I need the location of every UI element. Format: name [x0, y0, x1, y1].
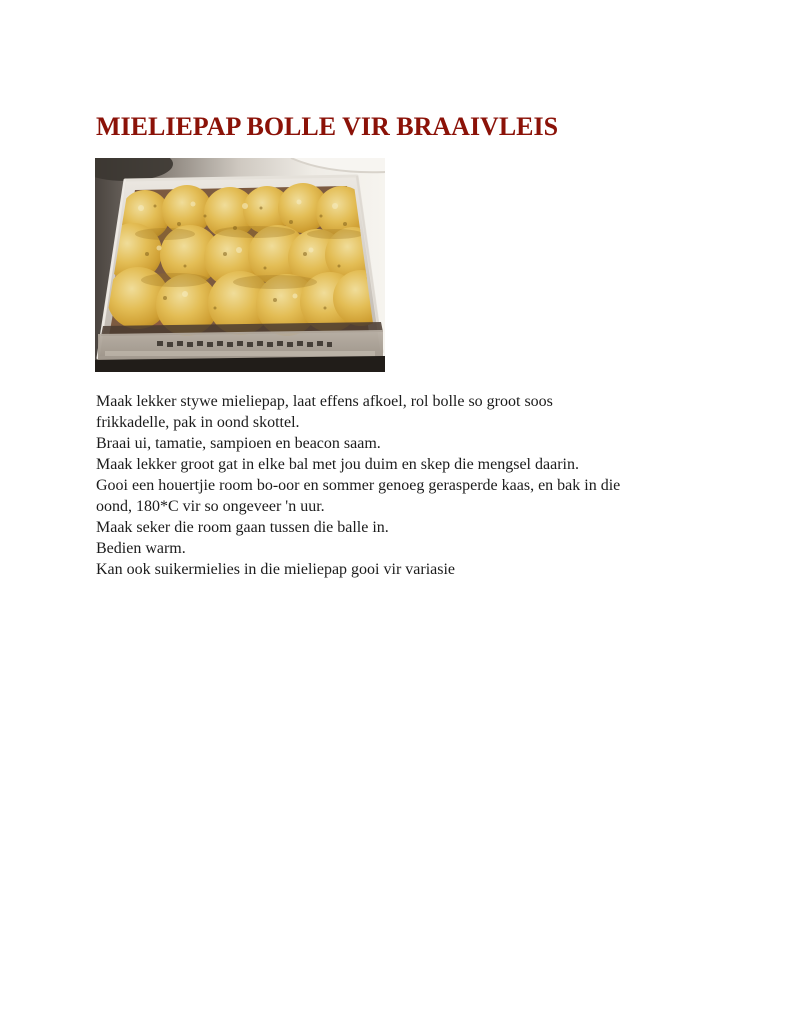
recipe-line: Maak lekker groot gat in elke bal met jou duim en skep die mengsel daarin. — [96, 456, 579, 473]
recipe-line: Gooi een houertjie room bo-oor en sommer genoeg gerasperde kaas, en bak in die — [96, 477, 621, 494]
mieliepap-balls-illustration — [95, 158, 385, 372]
recipe-text — [96, 391, 736, 580]
recipe-line: Maak lekker stywe mieliepap, laat effens afkoel, rol bolle so groot soos — [96, 393, 553, 410]
recipe-line: Braai ui, tamatie, sampioen en beacon saam. — [96, 435, 381, 452]
page-title: MIELIEPAP BOLLE VIR BRAAIVLEIS — [96, 112, 559, 141]
recipe-photo — [95, 158, 385, 372]
recipe-line: frikkadelle, pak in oond skottel. — [96, 414, 300, 431]
recipe-line: Bedien warm. — [96, 540, 186, 557]
recipe-line: Maak seker die room gaan tussen die balle in. — [96, 519, 389, 536]
recipe-line: oond, 180*C vir so ongeveer 'n uur. — [96, 498, 325, 515]
recipe-line: Kan ook suikermielies in die mieliepap gooi vir variasie — [96, 561, 456, 578]
